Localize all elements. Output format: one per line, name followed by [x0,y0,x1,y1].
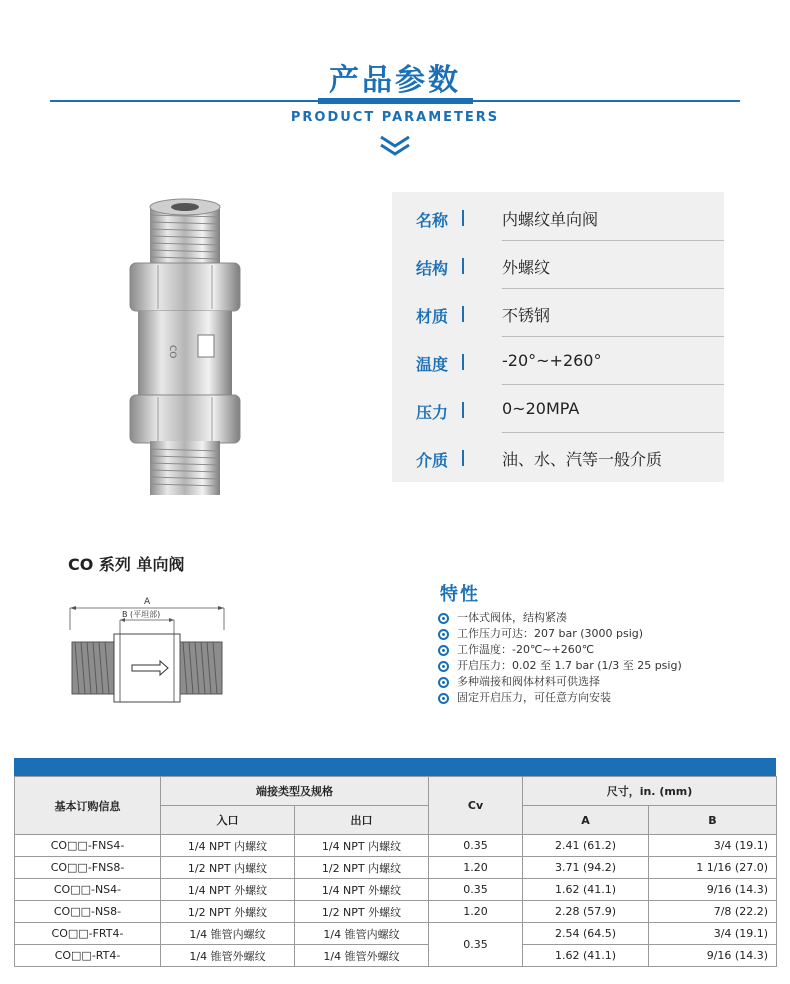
list-item [438,674,682,690]
table-row [15,901,777,923]
cell-inlet: 1/4 NPT 内螺纹 [161,835,295,857]
cell-model: CO□□-FRT4- [15,923,161,945]
cell-inlet: 1/4 锥管内螺纹 [161,923,295,945]
spec-separator [502,384,724,385]
cell-inlet: 1/2 NPT 外螺纹 [161,901,295,923]
spec-divider-bar [462,354,464,370]
bullet-circle-icon [438,693,449,704]
spec-divider-bar [462,402,464,418]
spec-label: 介质 [416,451,449,470]
cell-cv: 0.35 [429,835,523,857]
spec-row-structure [392,242,724,290]
bullet-circle-icon [438,645,449,656]
header-accent-bar [318,98,473,104]
cell-model: CO□□-RT4- [15,945,161,967]
spec-divider-bar [462,450,464,466]
cell-inlet: 1/4 锥管外螺纹 [161,945,295,967]
spec-value: 内螺纹单向阀 [502,210,599,229]
cell-dim-b: 1 1/16 (27.0) [649,857,777,879]
cell-outlet: 1/4 锥管内螺纹 [295,923,429,945]
cell-model: CO□□-NS8- [15,901,161,923]
cell-inlet: 1/2 NPT 内螺纹 [161,857,295,879]
cell-dim-a: 1.62 (41.1) [523,945,649,967]
page-title: 产品参数 [329,63,461,98]
header-dim-b: B [649,806,777,835]
spec-panel [392,192,724,482]
dimension-b-label: B (平坦部) [122,610,161,619]
cell-dim-a: 2.28 (57.9) [523,901,649,923]
features-list [438,610,682,706]
spec-value: 不锈钢 [502,306,551,325]
feature-text: 一体式阀体，结构紧凑 [457,611,567,624]
header-end-connection: 端接类型及规格 [161,777,429,806]
cell-model: CO□□-FNS8- [15,857,161,879]
series-title: CO 系列 单向阀 [68,555,185,574]
cell-outlet: 1/2 NPT 外螺纹 [295,901,429,923]
feature-text: 工作压力可达：207 bar (3000 psig) [457,627,644,640]
spec-value: 外螺纹 [502,258,551,277]
table-row [15,945,777,967]
spec-value: -20°~+260° [502,351,602,370]
feature-text: 工作温度：-20℃~+260℃ [457,643,595,656]
ordering-table-grid [14,776,777,967]
valve-dimension-diagram [62,590,232,710]
cell-cv: 0.35 [429,879,523,901]
list-item [438,690,682,706]
spec-row-name [392,194,724,242]
header-outlet: 出口 [295,806,429,835]
list-item [438,642,682,658]
cell-outlet: 1/4 锥管外螺纹 [295,945,429,967]
cell-outlet: 1/2 NPT 内螺纹 [295,857,429,879]
bullet-circle-icon [438,629,449,640]
spec-value: 油、水、汽等一般介质 [502,450,663,469]
spec-label: 结构 [416,259,449,278]
spec-label: 压力 [416,403,449,422]
spec-label: 温度 [416,355,449,374]
dimension-a-label: A [144,597,151,607]
table-header-bar [14,758,776,776]
feature-text: 多种端接和阀体材料可供选择 [457,675,600,688]
header-inlet: 入口 [161,806,295,835]
table-row [15,923,777,945]
cell-dim-a: 3.71 (94.2) [523,857,649,879]
spec-label: 名称 [416,211,449,230]
table-row [15,857,777,879]
cell-inlet: 1/4 NPT 外螺纹 [161,879,295,901]
spec-row-material [392,290,724,338]
cell-outlet: 1/4 NPT 外螺纹 [295,879,429,901]
spec-row-pressure [392,386,724,434]
ordering-table [14,758,776,966]
header-order-info: 基本订购信息 [15,777,161,835]
cell-dim-a: 2.41 (61.2) [523,835,649,857]
spec-divider-bar [462,306,464,322]
cell-model: CO□□-FNS4- [15,835,161,857]
bullet-circle-icon [438,661,449,672]
cell-dim-b: 3/4 (19.1) [649,923,777,945]
list-item [438,626,682,642]
spec-value: 0~20MPA [502,399,580,418]
cell-cv: 1.20 [429,901,523,923]
cell-dim-a: 2.54 (64.5) [523,923,649,945]
header-cv: Cv [429,777,523,835]
bullet-circle-icon [438,613,449,624]
spec-label: 材质 [416,307,449,326]
double-chevron-down-icon [377,134,413,158]
cell-dim-b: 9/16 (14.3) [649,945,777,967]
cell-dim-a: 1.62 (41.1) [523,879,649,901]
header-dim-a: A [523,806,649,835]
features-title: 特性 [440,584,480,605]
bullet-circle-icon [438,677,449,688]
spec-row-temperature [392,338,724,386]
product-photo [110,195,260,505]
cell-model: CO□□-NS4- [15,879,161,901]
spec-divider-bar [462,258,464,274]
cell-dim-b: 7/8 (22.2) [649,901,777,923]
table-row [15,879,777,901]
cell-cv: 1.20 [429,857,523,879]
spec-separator [502,240,724,241]
svg-text:CO: CO [167,345,177,359]
list-item [438,610,682,626]
header-dimensions: 尺寸，in. (mm) [523,777,777,806]
cell-dim-b: 9/16 (14.3) [649,879,777,901]
cell-outlet: 1/4 NPT 内螺纹 [295,835,429,857]
page-subtitle: PRODUCT PARAMETERS [290,110,500,125]
feature-text: 固定开启压力，可任意方向安装 [457,691,611,704]
table-row [15,835,777,857]
spec-separator [502,288,724,289]
spec-divider-bar [462,210,464,226]
cell-cv: 0.35 [429,923,523,967]
cell-dim-b: 3/4 (19.1) [649,835,777,857]
spec-separator [502,432,724,433]
spec-row-medium [392,434,724,482]
spec-separator [502,336,724,337]
list-item [438,658,682,674]
feature-text: 开启压力：0.02 至 1.7 bar (1/3 至 25 psig) [457,659,682,672]
